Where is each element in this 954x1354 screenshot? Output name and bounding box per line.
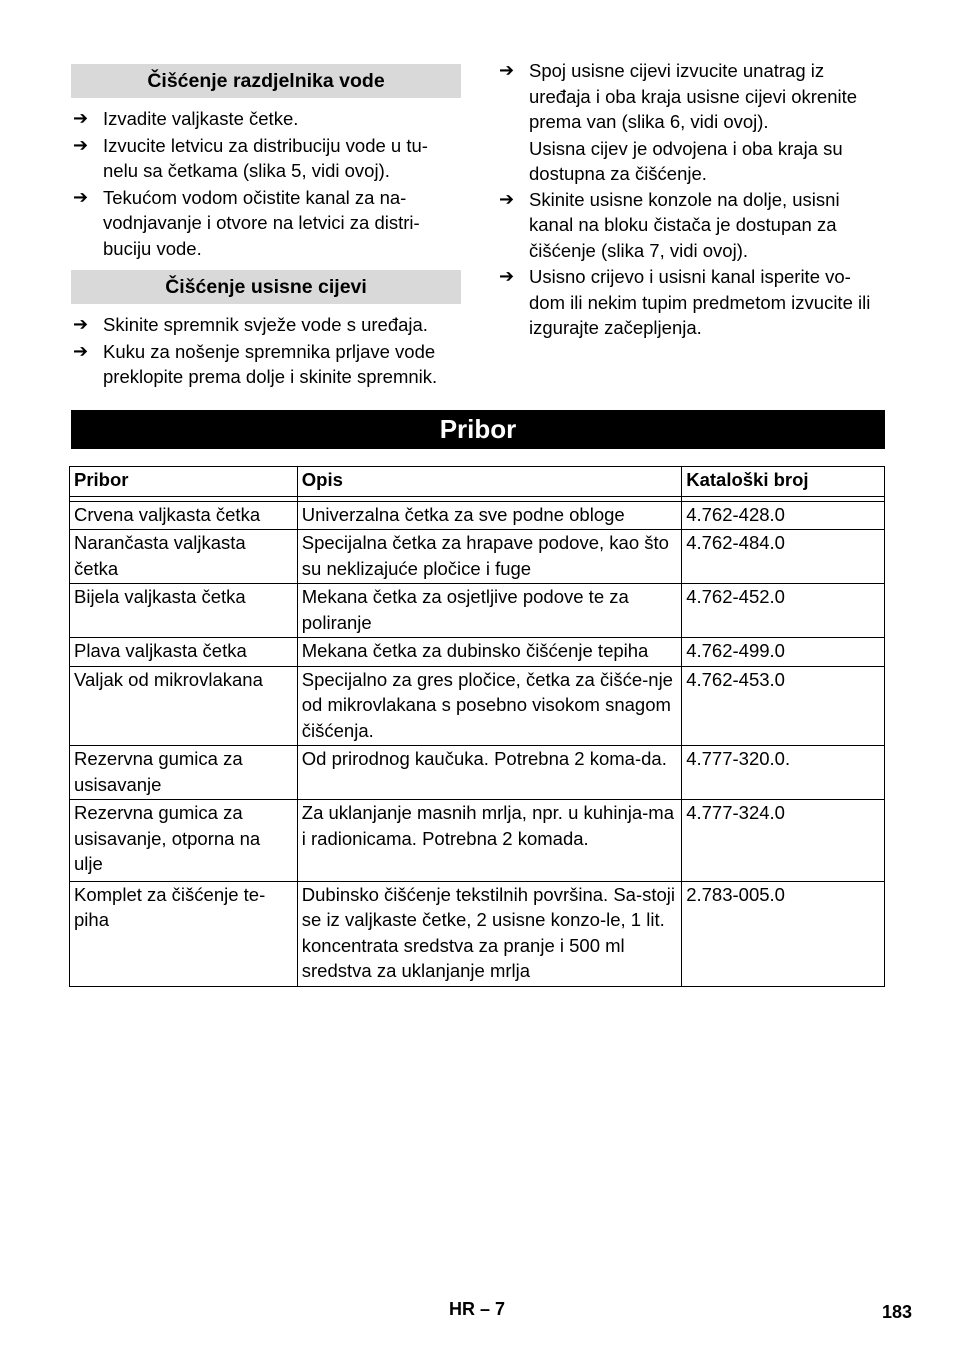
arrow-right-icon: ➔ (499, 60, 515, 81)
right-column-steps (497, 58, 885, 135)
list-item: ➔ Spoj usisne cijevi izvucite unatrag iz uređaja i oba kraja usisne cijevi okrenite prema van (slika 6, vidi ovoj). (499, 60, 858, 132)
arrow-right-icon: ➔ (499, 266, 515, 287)
right-column (497, 58, 885, 342)
table-row: Valjak od mikrovlakana Specijalno za gres pločice, četka za čišće-nje od mikrovlakana s posebno visokom snagom čišćenja. 4.762-453.0 (70, 666, 885, 746)
arrow-right-icon: ➔ (73, 340, 89, 362)
arrow-right-icon: ➔ (73, 314, 89, 335)
arrow-right-icon: ➔ (73, 186, 89, 208)
column-header-accessory: Pribor (70, 467, 298, 497)
arrow-right-icon: ➔ (73, 134, 89, 156)
list-item: ➔ Skinite usisne konzole na dolje, usisni kanal na bloku čistača je dostupan za čišćenje (slika 7, vidi ovoj). (499, 188, 840, 261)
section-banner-accessories: Pribor (71, 410, 885, 449)
section-title-water-distributor: Čišćenje razdjelnika vode (71, 64, 461, 98)
list-item: ➔ Izvadite valjkaste četke. (71, 106, 461, 132)
table-row: Rezervna gumica za usisavanje Od prirodnog kaučuka. Potrebna 2 koma-da. 4.777-320.0. (70, 746, 885, 800)
table-row: Rezervna gumica za usisavanje, otporna na ulje Za uklanjanje masnih mrlja, npr. u kuhinja-ma i radionicama. Potrebna 2 komada. 4.777-324.0 (70, 800, 885, 882)
list-item: ➔ Usisno crijevo i usisni kanal isperite vo-dom ili nekim tupim predmetom izvucite ili izgurajte začepljenja. (499, 266, 871, 338)
table-row: Bijela valjkasta četka Mekana četka za osjetljive podove te za poliranje 4.762-452.0 (70, 584, 885, 638)
water-distributor-steps (71, 106, 461, 261)
step-result-note: Usisna cijev je odvojena i oba kraja su dostupna za čišćenje. (529, 137, 843, 184)
section-title-suction-pipe: Čišćenje usisne cijevi (71, 270, 461, 304)
list-item: ➔ Tekućom vodom očistite kanal za na-vodnjavanje i otvore na letvici za distri-buciju vode. (73, 186, 420, 259)
list-item: ➔ Kuku za nošenje spremnika prljave vode preklopite prema dolje i skinite spremnik. (73, 340, 438, 387)
footer-language-page: HR – 7 (449, 1299, 506, 1319)
left-column (71, 58, 461, 391)
table-row: Komplet za čišćenje te-piha Dubinsko čišćenje tekstilnih površina. Sa-stoji se iz valjkaste četke, 2 usisne konzo-le, 1 lit. koncentrata sredstva za pranje i 500 ml sredstva za uklanjanje mrlja 2.783-005.0 (70, 881, 885, 986)
page-number: 183 (881, 1302, 912, 1322)
list-item: ➔ Izvucite letvicu za distribuciju vode u tu-nelu sa četkama (slika 5, vidi ovoj). (73, 134, 428, 181)
suction-pipe-steps (71, 312, 461, 390)
arrow-right-icon: ➔ (499, 188, 515, 210)
right-column-steps-continued (497, 187, 885, 341)
table-row: Plava valjkasta četka Mekana četka za dubinsko čišćenje tepiha 4.762-499.0 (70, 638, 885, 667)
table-row: Narančasta valjkasta četka Specijalna četka za hrapave podove, kao što su neklizajuće pločice i fuge 4.762-484.0 (70, 530, 885, 584)
list-item: ➔ Skinite spremnik svježe vode s uređaja. (71, 312, 461, 338)
table-header-row (70, 467, 885, 497)
table-row: Crvena valjkasta četka Univerzalna četka za sve podne obloge 4.762-428.0 (70, 501, 885, 530)
column-header-description: Opis (297, 467, 681, 497)
accessories-table (69, 466, 885, 987)
arrow-right-icon: ➔ (73, 108, 89, 129)
column-header-catalog-number: Kataloški broj (682, 467, 885, 497)
